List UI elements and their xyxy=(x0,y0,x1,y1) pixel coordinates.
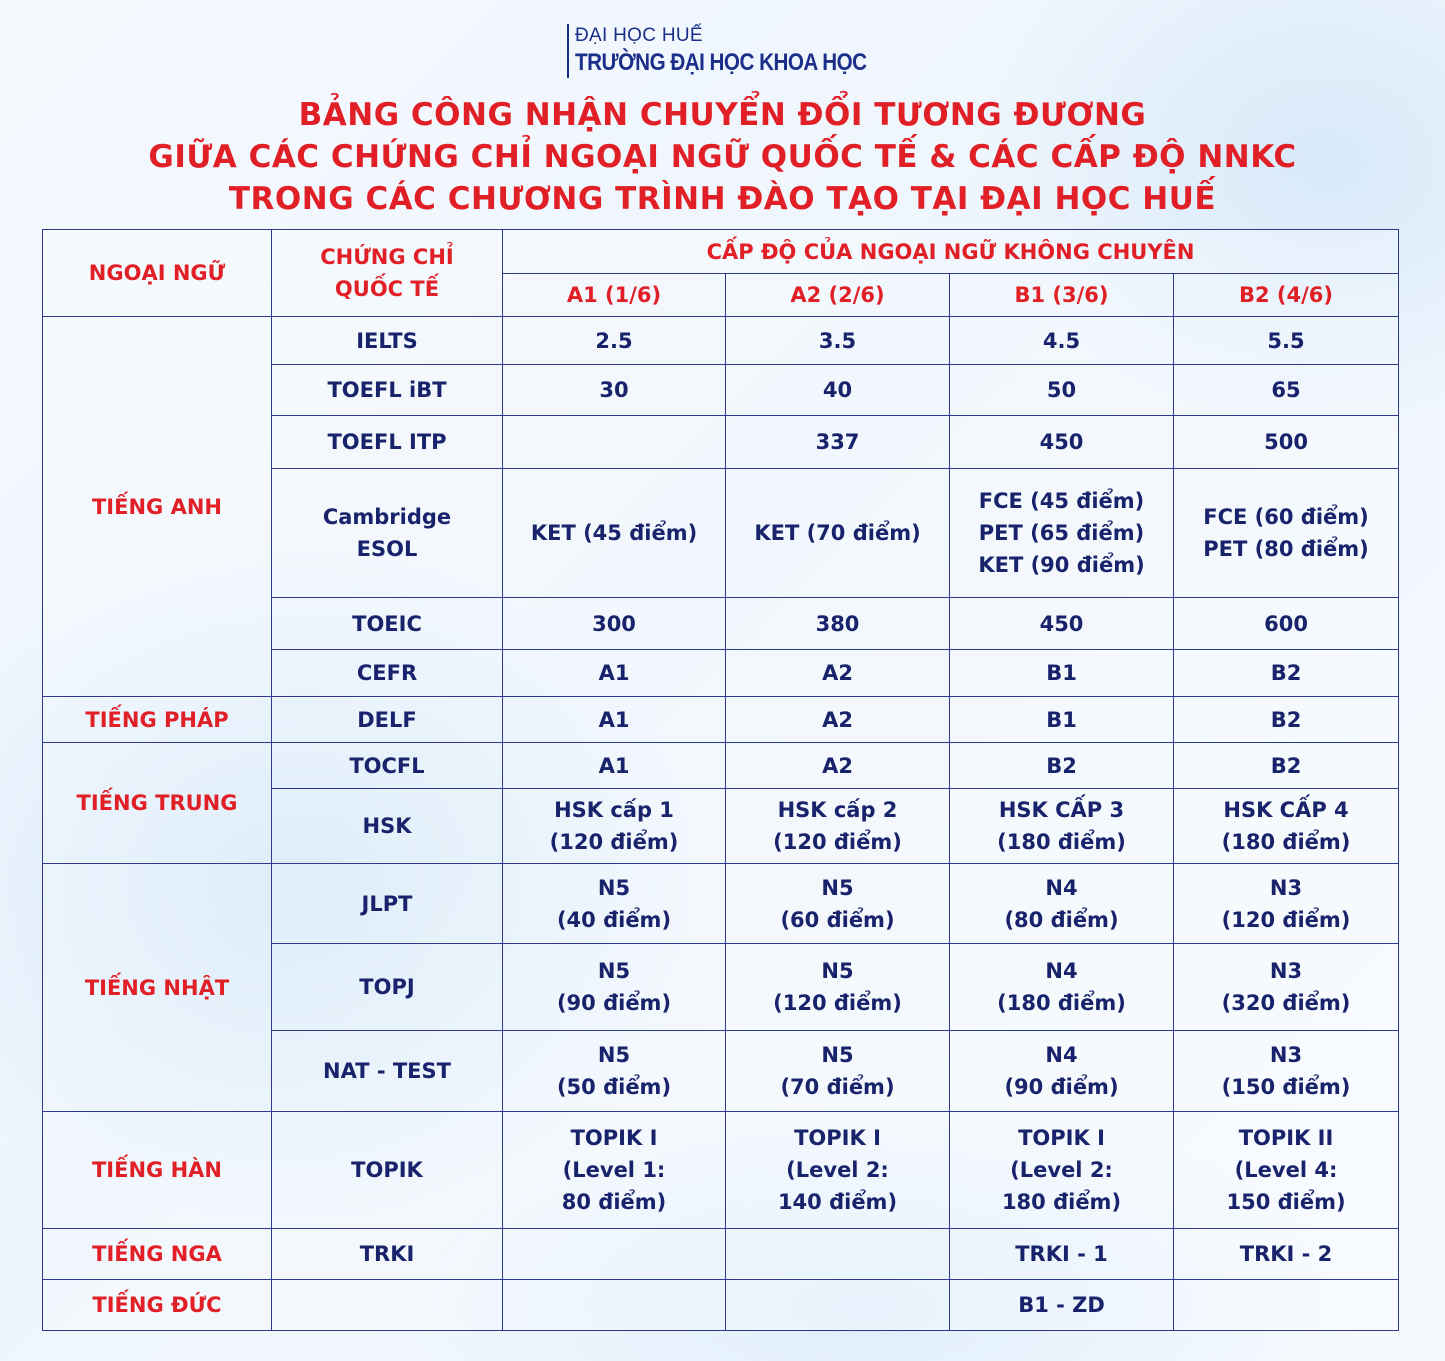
level-cell-a1-line: N5 xyxy=(597,875,631,900)
level-cell-b1-line: KET (90 điểm) xyxy=(978,553,1145,577)
level-cell-b2 xyxy=(1174,1229,1399,1280)
header-row xyxy=(43,230,1399,274)
level-cell-b2-line: N3 xyxy=(1269,875,1303,900)
certificate-cell xyxy=(272,650,503,697)
certificate-cell-line: TOPIK xyxy=(351,1158,423,1182)
level-cell-b1 xyxy=(950,697,1174,743)
level-cell-b1-line: 450 xyxy=(1039,430,1084,454)
level-cell-b1-line: (Level 2: xyxy=(1010,1158,1113,1182)
level-cell-b1-line: (180 điểm) xyxy=(997,991,1126,1015)
language-cell xyxy=(43,1229,272,1280)
level-cell-a1-line: 2.5 xyxy=(595,328,633,353)
level-cell-a2-line: (Level 2: xyxy=(786,1158,889,1182)
header-level-group-line: CẤP ĐỘ CỦA NGOẠI NGỮ KHÔNG CHUYÊN xyxy=(706,239,1195,264)
level-cell-b2-line: HSK CẤP 4 xyxy=(1223,798,1349,822)
level-cell-b2-line: N3 xyxy=(1269,1043,1303,1067)
language-cell xyxy=(43,697,272,743)
level-cell-b2 xyxy=(1174,697,1399,743)
header-level-1-line: A1 (1/6) xyxy=(566,283,662,307)
level-cell-b1 xyxy=(950,743,1174,789)
level-cell-b1-line: (180 điểm) xyxy=(997,830,1126,854)
header-level-group xyxy=(503,230,1399,274)
language-cell-line: TIẾNG NGA xyxy=(92,1242,222,1266)
level-cell-a2-line: 140 điểm) xyxy=(777,1190,898,1214)
level-cell-a2-line: TOPIK I xyxy=(794,1126,881,1150)
level-cell-a1-line: A1 xyxy=(598,707,630,732)
level-cell-a1 xyxy=(503,598,726,650)
level-cell-a2 xyxy=(726,1112,950,1229)
level-cell-a2-line: A2 xyxy=(822,707,853,732)
level-cell-b2-line: 65 xyxy=(1271,378,1301,402)
table-row xyxy=(43,864,1399,944)
level-cell-a1 xyxy=(503,1229,726,1280)
level-cell-b2 xyxy=(1174,1031,1399,1112)
level-cell-b2-line: 150 điểm) xyxy=(1226,1190,1346,1214)
level-cell-b2-line: 600 xyxy=(1264,611,1308,636)
language-cell-line: TIẾNG HÀN xyxy=(91,1158,222,1182)
level-cell-b1-line: TRKI - 1 xyxy=(1015,1242,1108,1266)
level-cell-a2 xyxy=(726,598,950,650)
certificate-cell xyxy=(272,1229,503,1280)
level-cell-a1 xyxy=(503,1280,726,1331)
level-cell-b1-line: 450 xyxy=(1039,611,1084,636)
level-cell-b1-line: N4 xyxy=(1045,875,1078,900)
certificate-cell-line: TOEIC xyxy=(352,611,422,636)
certificate-cell-line: TOEFL ITP xyxy=(327,430,447,454)
level-cell-b1-line: 50 xyxy=(1046,378,1077,402)
table-body xyxy=(43,230,1399,1331)
table-row xyxy=(43,743,1399,789)
level-cell-b2-line: TOPIK II xyxy=(1238,1126,1334,1150)
level-cell-a1 xyxy=(503,1031,726,1112)
level-cell-b2-line: 5.5 xyxy=(1267,328,1305,353)
level-cell-a2-line: (60 điểm) xyxy=(780,907,895,932)
level-cell-b1-line: N4 xyxy=(1045,959,1078,983)
level-cell-b2-line: B2 xyxy=(1270,661,1302,685)
table-row xyxy=(43,1112,1399,1229)
language-cell-line: TIẾNG ĐỨC xyxy=(92,1293,222,1317)
table-row xyxy=(43,1229,1399,1280)
level-cell-b1-line: 180 điểm) xyxy=(1001,1190,1122,1214)
header-language xyxy=(43,230,272,317)
level-cell-a2-line: N5 xyxy=(821,1043,854,1067)
certificate-cell-line: JLPT xyxy=(361,891,413,916)
level-cell-b1 xyxy=(950,944,1174,1031)
certificate-cell-line: IELTS xyxy=(356,328,418,353)
certificate-cell xyxy=(272,365,503,416)
header-level-4 xyxy=(1174,274,1399,317)
header-level-2 xyxy=(726,274,950,317)
level-cell-b1-line: FCE (45 điểm) xyxy=(978,489,1145,513)
level-cell-b2 xyxy=(1174,469,1399,598)
certificate-cell xyxy=(272,697,503,743)
level-cell-a2 xyxy=(726,1229,950,1280)
certificate-cell xyxy=(272,789,503,864)
level-cell-a2 xyxy=(726,650,950,697)
level-cell-b1 xyxy=(950,469,1174,598)
level-cell-b1-line: HSK CẤP 3 xyxy=(998,798,1125,822)
level-cell-b2-line: N3 xyxy=(1269,959,1303,983)
level-cell-b2-line: FCE (60 điểm) xyxy=(1203,505,1369,529)
level-cell-b2 xyxy=(1174,1112,1399,1229)
level-cell-a1-line: (90 điểm) xyxy=(556,991,672,1015)
level-cell-a2 xyxy=(726,789,950,864)
level-cell-a2 xyxy=(726,1031,950,1112)
certificate-cell xyxy=(272,416,503,469)
level-cell-b1-line: (90 điểm) xyxy=(1004,1075,1119,1099)
level-cell-a1-line: (50 điểm) xyxy=(556,1075,672,1099)
level-cell-b1-line: 4.5 xyxy=(1042,328,1081,353)
level-cell-a1 xyxy=(503,697,726,743)
level-cell-a1-line: HSK cấp 1 xyxy=(554,798,674,822)
level-cell-a2 xyxy=(726,1280,950,1331)
level-cell-a1-line: 30 xyxy=(599,378,629,402)
level-cell-b1 xyxy=(950,650,1174,697)
level-cell-a2-line: HSK cấp 2 xyxy=(777,798,898,822)
certificate-cell xyxy=(272,598,503,650)
level-cell-b1 xyxy=(950,598,1174,650)
header-certificate-line: QUỐC TẾ xyxy=(334,277,440,301)
language-cell xyxy=(43,864,272,1112)
level-cell-a2-line: A2 xyxy=(822,661,853,685)
certificate-cell xyxy=(272,944,503,1031)
header-level-4-line: B2 (4/6) xyxy=(1239,283,1334,307)
certificate-cell-line: HSK xyxy=(362,814,412,838)
level-cell-a2-line: (120 điểm) xyxy=(773,830,902,854)
level-cell-b1-line: N4 xyxy=(1045,1043,1078,1067)
level-cell-a1-line: TOPIK I xyxy=(570,1126,658,1150)
level-cell-a1-line: 300 xyxy=(592,611,636,636)
title-line-3: TRONG CÁC CHƯƠNG TRÌNH ĐÀO TẠO TẠI ĐẠI HỌC HUẾ xyxy=(228,181,1217,217)
level-cell-a1 xyxy=(503,743,726,789)
level-cell-a2-line: 40 xyxy=(822,378,853,402)
header-certificate-line: CHỨNG CHỈ xyxy=(320,245,454,269)
certificate-cell xyxy=(272,1280,503,1331)
table-row xyxy=(43,317,1399,365)
level-cell-b1 xyxy=(950,1229,1174,1280)
certificate-cell-line: TOPJ xyxy=(359,975,415,999)
level-cell-b1 xyxy=(950,789,1174,864)
table-row xyxy=(43,697,1399,743)
level-cell-b2-line: (Level 4: xyxy=(1234,1158,1338,1182)
level-cell-b1-line: (80 điểm) xyxy=(1004,907,1119,932)
certificate-cell xyxy=(272,317,503,365)
level-cell-b2-line: PET (80 điểm) xyxy=(1203,537,1369,561)
level-cell-a1-line: N5 xyxy=(597,959,631,983)
level-cell-a2 xyxy=(726,864,950,944)
level-cell-b2-line: (120 điểm) xyxy=(1221,907,1351,932)
table-row xyxy=(43,1280,1399,1331)
header-level-3 xyxy=(950,274,1174,317)
level-cell-b1-line: TOPIK I xyxy=(1018,1126,1105,1150)
level-cell-b1-line: B1 - ZD xyxy=(1018,1293,1105,1317)
level-cell-a2 xyxy=(726,697,950,743)
level-cell-b2-line: B2 xyxy=(1270,707,1302,732)
certificate-cell-line: CEFR xyxy=(356,661,418,685)
level-cell-b1-line: B2 xyxy=(1046,753,1077,778)
title-line-2: GIỮA CÁC CHỨNG CHỈ NGOẠI NGỮ QUỐC TẾ & CÁC CẤP ĐỘ NNKC xyxy=(148,139,1297,175)
level-cell-a1-line: N5 xyxy=(597,1043,631,1067)
level-cell-a2 xyxy=(726,317,950,365)
level-cell-b2-line: B2 xyxy=(1270,753,1302,778)
level-cell-a2-line: N5 xyxy=(821,959,854,983)
language-cell-line: TIẾNG ANH xyxy=(91,494,222,519)
language-cell-line: TIẾNG NHẬT xyxy=(84,975,230,1000)
level-cell-a1-line: KET (45 điểm) xyxy=(530,521,698,545)
level-cell-a2-line: 3.5 xyxy=(818,328,857,353)
certificate-cell-line: DELF xyxy=(357,707,417,732)
level-cell-b1 xyxy=(950,416,1174,469)
level-cell-b2-line: (180 điểm) xyxy=(1221,830,1351,854)
level-cell-a1 xyxy=(503,1112,726,1229)
level-cell-a2 xyxy=(726,365,950,416)
certificate-cell-line: TOCFL xyxy=(349,753,425,778)
certificate-cell xyxy=(272,864,503,944)
level-cell-a2 xyxy=(726,944,950,1031)
level-cell-a2-line: 337 xyxy=(815,430,860,454)
level-cell-a1 xyxy=(503,317,726,365)
language-cell xyxy=(43,743,272,864)
equivalence-table xyxy=(42,229,1399,1331)
header xyxy=(555,18,880,84)
level-cell-a2-line: (70 điểm) xyxy=(780,1075,895,1099)
certificate-cell xyxy=(272,469,503,598)
level-cell-a1-line: (120 điểm) xyxy=(549,830,679,854)
page-title xyxy=(0,94,1445,220)
level-cell-b2 xyxy=(1174,416,1399,469)
level-cell-a1 xyxy=(503,650,726,697)
language-cell xyxy=(43,1112,272,1229)
level-cell-b1-line: B1 xyxy=(1046,707,1077,732)
level-cell-b2 xyxy=(1174,743,1399,789)
level-cell-b2 xyxy=(1174,317,1399,365)
level-cell-b1 xyxy=(950,317,1174,365)
brand-bottom: TRƯỜNG ĐẠI HỌC KHOA HỌC xyxy=(575,49,867,76)
level-cell-a2-line: A2 xyxy=(822,753,853,778)
level-cell-b2 xyxy=(1174,1280,1399,1331)
level-cell-a1 xyxy=(503,789,726,864)
level-cell-b2-line: (150 điểm) xyxy=(1221,1075,1351,1099)
title-line-1: BẢNG CÔNG NHẬN CHUYỂN ĐỔI TƯƠNG ĐƯƠNG xyxy=(298,97,1147,133)
level-cell-b1 xyxy=(950,864,1174,944)
level-cell-a1-line: (40 điểm) xyxy=(556,907,672,932)
brand-top: ĐẠI HỌC HUẾ xyxy=(575,25,703,46)
language-cell xyxy=(43,317,272,697)
certificate-cell-line: TOEFL iBT xyxy=(327,378,447,402)
level-cell-b2 xyxy=(1174,650,1399,697)
level-cell-a1 xyxy=(503,469,726,598)
header-certificate xyxy=(272,230,503,317)
header-level-1 xyxy=(503,274,726,317)
level-cell-b2 xyxy=(1174,365,1399,416)
level-cell-b1 xyxy=(950,1031,1174,1112)
level-cell-a1-line: (Level 1: xyxy=(562,1158,666,1182)
level-cell-b2 xyxy=(1174,789,1399,864)
certificate-cell-line: NAT - TEST xyxy=(323,1059,451,1083)
certificate-cell-line: Cambridge xyxy=(322,505,452,529)
level-cell-b1 xyxy=(950,365,1174,416)
level-cell-a1 xyxy=(503,944,726,1031)
brand xyxy=(567,24,914,78)
language-cell-line: TIẾNG TRUNG xyxy=(76,791,238,815)
level-cell-b1-line: PET (65 điểm) xyxy=(978,521,1145,545)
certificate-cell xyxy=(272,743,503,789)
certificate-cell-line: ESOL xyxy=(356,537,418,561)
level-cell-a1-line: 80 điểm) xyxy=(561,1190,667,1214)
level-cell-a1-line: A1 xyxy=(598,753,630,778)
level-cell-b1-line: B1 xyxy=(1046,661,1077,685)
level-cell-a2 xyxy=(726,743,950,789)
level-cell-b2-line: 500 xyxy=(1264,430,1308,454)
level-cell-a1 xyxy=(503,864,726,944)
level-cell-b2 xyxy=(1174,944,1399,1031)
language-cell-line: TIẾNG PHÁP xyxy=(85,707,229,732)
certificate-cell xyxy=(272,1112,503,1229)
header-level-2-line: A2 (2/6) xyxy=(790,283,885,307)
level-cell-b2-line: TRKI - 2 xyxy=(1239,1242,1333,1266)
header-level-3-line: B1 (3/6) xyxy=(1014,283,1109,307)
level-cell-a2-line: N5 xyxy=(821,875,854,900)
level-cell-a1-line: A1 xyxy=(598,661,630,685)
certificate-cell xyxy=(272,1031,503,1112)
level-cell-b2 xyxy=(1174,598,1399,650)
level-cell-b2 xyxy=(1174,864,1399,944)
certificate-cell-line: TRKI xyxy=(359,1242,415,1266)
level-cell-a1 xyxy=(503,365,726,416)
level-cell-a2-line: KET (70 điểm) xyxy=(754,521,921,545)
language-cell xyxy=(43,1280,272,1331)
level-cell-b1 xyxy=(950,1112,1174,1229)
level-cell-a1 xyxy=(503,416,726,469)
level-cell-b2-line: (320 điểm) xyxy=(1221,991,1351,1015)
header-language-line: NGOẠI NGỮ xyxy=(88,261,226,285)
level-cell-a2 xyxy=(726,469,950,598)
level-cell-a2 xyxy=(726,416,950,469)
level-cell-a2-line: (120 điểm) xyxy=(773,991,902,1015)
level-cell-a2-line: 380 xyxy=(815,611,860,636)
level-cell-b1 xyxy=(950,1280,1174,1331)
